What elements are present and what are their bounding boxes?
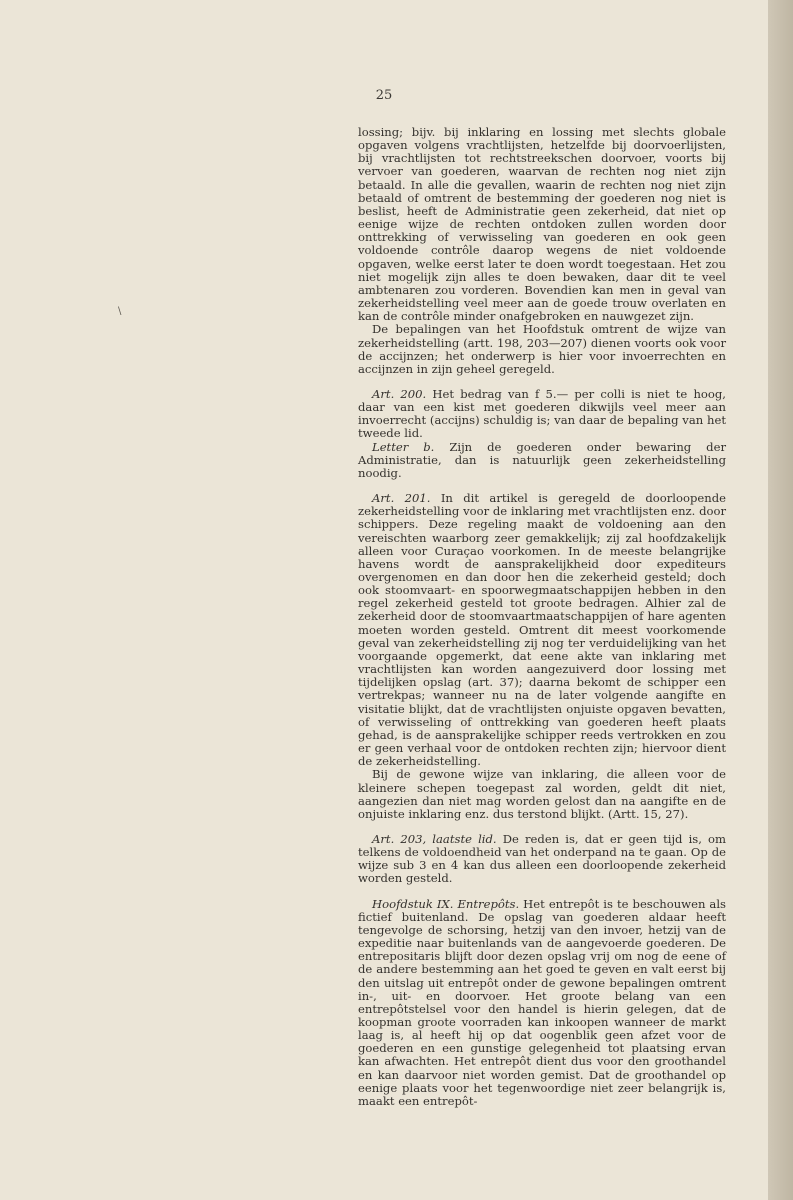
page-number: 25 [375, 88, 393, 103]
paragraph-heading: Art. 203, laatste lid. [372, 831, 497, 846]
section-intro [358, 126, 726, 376]
paragraph-heading: Art. 200. [372, 386, 427, 401]
paragraph [358, 441, 726, 480]
paragraph-heading: Hoofdstuk IX. Entrepôts. [372, 896, 520, 911]
paragraph-text: Zijn de goederen onder bewaring der Administratie, dan is natuurlijk geen zekerheidstelling noodig. [358, 439, 727, 480]
paragraph-text: De bepalingen van het Hoofdstuk omtrent de wijze van zekerheidstelling (artt. 198, 203—207) dienen voorts ook voor de accijnzen; het onderwerp is hier voor invoerrechten en accijnzen in zijn geheel geregeld. [358, 322, 726, 376]
paragraph-text: Het entrepôt is te beschouwen als fictief buitenland. De opslag van goederen aldaar heeft tengevolge de schorsing, hetzij van den invoer, hetzij van de expeditie naar buitenlands van de aangevoerde goederen. De entrepositaris blijft door dezen opslag vrij om nog de eene of de andere bestemming aan het goed te geven en valt eerst bij den uitslag uit entrepôt onder de gewone bepalingen omtrent in-, uit- en doorvoer. Het groote belang van een entrepôtstelsel voor den handel is hierin gelegen, dat de koopman groote voorraden kan inkoopen wanneer de markt laag is, al heeft hij op dat oogenblik geen afzet voor de goederen en een gunstige gelegenheid tot plaatsing ervan kan afwachten. Het entrepôt dient dus voor den groothandel en kan daarvoor niet worden gemist. Dat de groothandel op eenige plaats voor het tegenwoordige niet zeer belangrijk is, maakt een entrepôt- [358, 896, 726, 1108]
paragraph [358, 898, 726, 1109]
section-art-200 [358, 388, 726, 480]
paragraph [358, 833, 726, 886]
section-art-201 [358, 492, 726, 821]
paragraph-text: In dit artikel is geregeld de doorloopende zekerheidstelling voor de inklaring met vrachtlijsten enz. door schippers. Deze regeling maakt de voldoening aan den vereischten waarborg zeer gemakkelijk; zij zal hoofdzakelijk alleen voor Curaçao voorkomen. In de meeste belangrijke havens wordt de aansprakelijkheid door expediteurs overgenomen en dan door hen die zekerheid gesteld; doch ook stoomvaart- en spoorwegmaatschappijen hebben in den regel zekerheid gesteld tot groote bedragen. Alhier zal de zekerheid door de stoomvaartmaatschappijen of hare agenten moeten worden gesteld. Omtrent dit meest voorkomende geval van zekerheidstelling zij nog ter verduidelijking van het voorgaande opgemerkt, dat eene akte van inklaring met vrachtlijsten kan worden aangezuiverd door lossing met tijdelijken opslag (art. 37); daarna bekomt de schipper een vertrekpas; wanneer nu na de later volgende aangifte en visitatie blijkt, dat de vrachtlijsten onjuiste opgaven bevatten, of verwisseling of onttrekking van goederen heeft plaats gehad, is de aansprakelijke schipper reeds vertrokken en zou er geen verhaal voor de ontdoken rechten zijn; hiervoor dient de zekerheidstelling. [358, 491, 726, 769]
section-hoofdstuk-ix [358, 898, 726, 1109]
body-text [358, 126, 726, 1120]
paragraph-text: Het bedrag van f 5.— per colli is niet te hoog, daar van een kist met goederen dikwijls veel meer aan invoerrecht (accijns) schuldig is; van daar de bepaling van het tweede lid. [358, 386, 726, 441]
section-art-203 [358, 833, 726, 886]
paragraph-text: De reden is, dat er geen tijd is, om telkens de voldoendheid van het onderpand na te gaan. Op de wijze sub 3 en 4 kan dus alleen een doorloopende zekerheid worden gesteld. [358, 831, 727, 886]
paragraph-text: lossing; bijv. bij inklaring en lossing met slechts globale opgaven volgens vrachtlijsten, hetzelfde bij doorvoerlijsten, bij vrachtlijsten tot rechtstreekschen doorvoer, voorts bij vervoer van goederen, waarvan de rechten nog niet zijn betaald. In alle die gevallen, waarin de rechten nog niet zijn betaald of omtrent de bestemming der goederen nog niet is beslist, heeft de Administratie geen zekerheid, dat niet op eenige wijze de rechten ontdoken zullen worden door onttrekking of verwisseling van goederen en ook geen voldoende contrôle daarop wegens de niet voldoende opgaven, welke eerst later te doen wordt toegestaan. Het zou niet mogelijk zijn alles te doen bewaken, daar dit te veel ambtenaren zou vorderen. Bovendien kan men in geval van zekerheidstelling veel meer aan de goede trouw overlaten en kan de contrôle minder onafgebroken en nauwgezet zijn. [358, 125, 726, 324]
paragraph [358, 126, 726, 323]
paragraph [358, 492, 726, 768]
paragraph-text: Bij de gewone wijze van inklaring, die alleen voor de kleinere schepen toegepast zal worden, geldt dit niet, aangezien dan niet mag worden gelost dan na aangifte en de onjuiste inklaring enz. dus terstond blijkt. (Artt. 15, 27). [358, 767, 726, 821]
paragraph [358, 768, 726, 821]
stray-mark: \ [118, 306, 122, 317]
page-edge [768, 0, 793, 1200]
paragraph [358, 323, 726, 376]
paragraph [358, 388, 726, 441]
paragraph-heading: Letter b. [372, 439, 435, 454]
paragraph-heading: Art. 201. [372, 491, 431, 506]
